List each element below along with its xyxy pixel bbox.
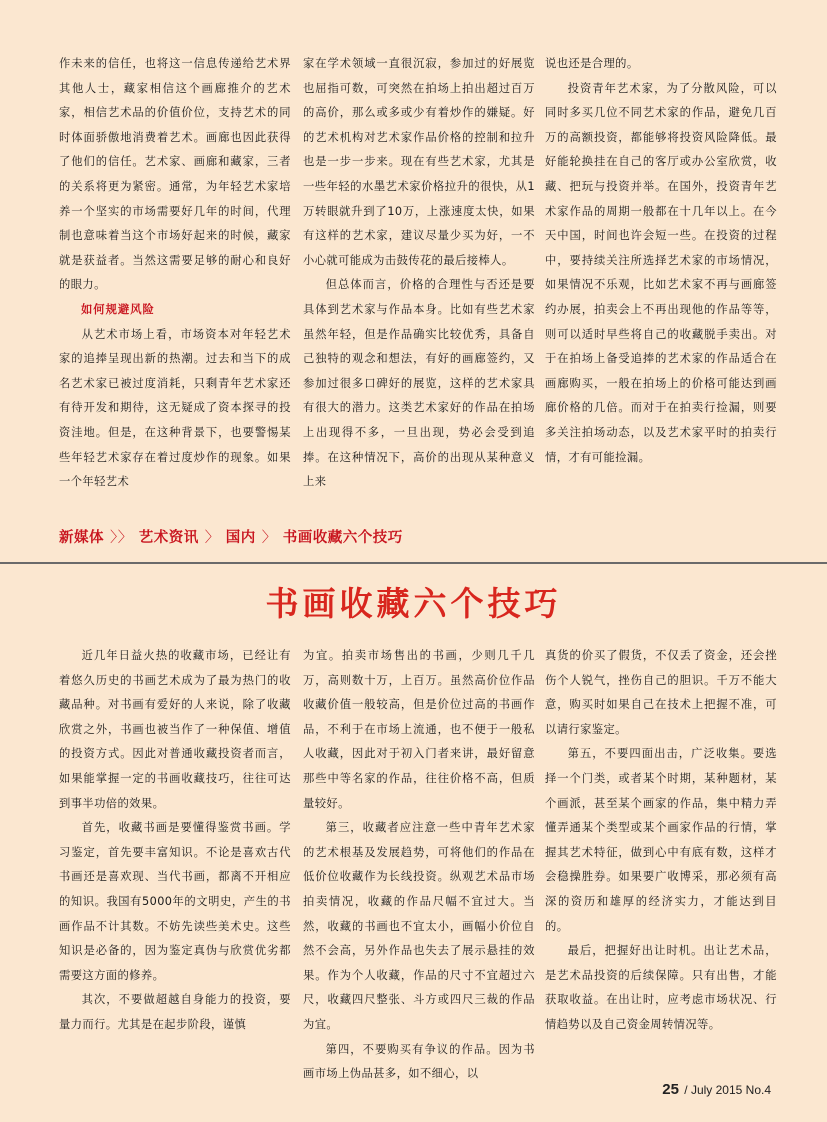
paragraph: 说也还是合理的。 (545, 57, 639, 70)
paragraph: 为宜。拍卖市场售出的书画，少则几千几万，高则数十万，上百万。虽然高价位作品收藏价值一般较高，但是价位过高的书画作品，不利于在市场上流通，也不便于一般私人收藏，因此对于初入门者来讲，最好留意那些中等名家的作品，往往价格不高，但质量较好。 (303, 649, 535, 810)
paragraph: 投资青年艺术家，为了分散风险，可以同时多买几位不同艺术家的作品，避免几百万的高额投资，都能够将投资风险降低。最好能轮换挂在自己的客厅或办公室欣赏，收藏、把玩与投资并举。在国外，投资青年艺术家作品的周期一般都在十几年以上。在今天中国，时间也许会短一些。在投资的过程中，要持续关注所选择艺术家的市场情况，如果情况不乐观，比如艺术家不再与画廊签约办展，拍卖会上不再出现他的作品等等，则可以适时早些将自己的收藏脱手卖出。对于在拍场上备受追捧的艺术家的作品适合在画廊购买，一般在拍场上的价格可能达到画廊价格的几倍。而对于在拍卖行捡漏，则要多关注拍场动态，以及艺术家平时的拍卖行情，才有可能捡漏。 (545, 81, 777, 464)
paragraph: 最后，把握好出让时机。出让艺术品，是艺术品投资的后续保障。只有出售，才能获取收益。在出让时，应考虑市场状况、行情趋势以及自己资金周转情况等。 (545, 944, 777, 1031)
article-column-2 (303, 644, 535, 1087)
paragraph: 首先，收藏书画是要懂得鉴赏书画。学习鉴定，首先要丰富知识。不论是喜欢古代书画还是喜欢现、当代书画，都离不开相应的知识。我国有5000年的文明史，产生的书画作品不计其数。不妨先读些美术史。这些知识是必备的，因为鉴定真伪与欣赏优劣都需要这方面的修养。 (59, 821, 291, 982)
section-divider (0, 562, 827, 564)
breadcrumb-separator: 〉 (261, 530, 277, 546)
paragraph: 作未来的信任，也将这一信息传递给艺术界其他人士，藏家相信这个画廊推介的艺术家，相信艺术品的价值价位，支持艺术的同时体面骄傲地消费着艺术。画廊也因此获得了他们的信任。艺术家、画廊和藏家，三者的关系将更为紧密。通常，为年轻艺术家培养一个坚实的市场需要好几年的时间，代理制也意味着当这个市场好起来的时候，藏家就是获益者。当然这需要足够的耐心和良好的眼力。 (59, 57, 291, 292)
paragraph: 近几年日益火热的收藏市场，已经让有着悠久历史的书画艺术成为了最为热门的收藏品种。对书画有爱好的人来说，除了收藏欣赏之外，书画也被当作了一种保值、增值的投资方式。因此对普通收藏投资者而言，如果能掌握一定的书画收藏技巧，往往可达到事半功倍的效果。 (59, 649, 291, 810)
breadcrumb-separator: 〉 (204, 530, 220, 546)
paragraph: 第五，不要四面出击，广泛收集。要选择一个门类，或者某个时期，某种题材，某个画派，甚至某个画家的作品，集中精力弄懂弄通某个类型或某个画家作品的行情，掌握其艺术特征，做到心中有底有数，这样才会稳操胜券。如果要广收博采，那必须有高深的资历和雄厚的经济实力，才能达到目的。 (545, 747, 777, 933)
breadcrumb-current: 书画收藏六个技巧 (282, 530, 403, 546)
article-column-1 (59, 644, 291, 1038)
page-number: 25 (662, 1081, 679, 1098)
paragraph: 但总体而言，价格的合理性与否还是要具体到艺术家与作品本身。比如有些艺术家虽然年轻，但是作品确实比较优秀，具备自己独特的观念和想法，有好的画廊签约，又参加过很多口碑好的展览，这样的艺术家具有很大的潜力。这类艺术家好的作品在拍场上出现得不多，一旦出现，势必会受到追捧。在这种情况下，高价的出现从某种意义上来 (303, 278, 535, 489)
paragraph: 第四，不要购买有争议的作品。因为书画市场上伪品甚多，如不细心，以 (303, 1042, 535, 1081)
paragraph: 第三，收藏者应注意一些中青年艺术家的艺术根基及发展趋势，可将他们的作品在低价位收藏作为长线投资。纵观艺术品市场拍卖情况，收藏的作品尺幅不宜过大。当然，收藏的书画也不宜太小，画幅小价位自然不会高，另外作品也失去了展示悬挂的效果。作为个人收藏，作品的尺寸不宜超过六尺，收藏四尺整张、斗方或四尺三裁的作品为宜。 (303, 821, 535, 1031)
article-title: 书画收藏六个技巧 (265, 584, 562, 623)
article-continuation-column-2 (303, 52, 535, 495)
paragraph: 家在学术领域一直很沉寂，参加过的好展览也屈指可数，可突然在拍场上拍出超过百万的高价，那么或多或少有着炒作的嫌疑。好的艺术机构对艺术家作品价格的控制和拉升也是一步一步来。现在有些艺术家，尤其是一些年轻的水墨艺术家价格拉升的很快，从1万转眼就升到了10万，上涨速度太快，如果有这样的艺术家，建议尽量少买为好，一不小心就可能成为击鼓传花的最后接棒人。 (303, 57, 535, 267)
article-continuation-column-1 (59, 52, 291, 495)
article-continuation-column-3 (545, 52, 777, 470)
section-subheading: 如何规避风险 (81, 302, 155, 316)
paragraph: 从艺术市场上看，市场资本对年轻艺术家的追捧呈现出新的热潮。过去和当下的成名艺术家已被过度消耗，只剩青年艺术家还有待开发和期待，这无疑成了资本探寻的投资洼地。但是，在这种背景下，也要警惕某些年轻艺术家存在着过度炒作的现象。如果一个年轻艺术 (59, 327, 291, 489)
article-column-3 (545, 644, 777, 1038)
breadcrumb-level-2[interactable]: 国内 (225, 530, 256, 546)
breadcrumb-root[interactable]: 新媒体 (59, 530, 104, 546)
paragraph: 真货的价买了假货，不仅丢了资金，还会挫伤个人锐气，挫伤自己的胆识。千万不能大意，购买时如果自己在技术上把握不准，可以请行家鉴定。 (545, 649, 777, 736)
issue-info: / July 2015 No.4 (684, 1083, 771, 1097)
paragraph: 其次，不要做超越自身能力的投资，要量力而行。尤其是在起步阶段，谨慎 (59, 993, 291, 1031)
page-footer (662, 1081, 771, 1098)
breadcrumb (59, 526, 403, 547)
breadcrumb-separator: 〉〉 (110, 530, 133, 546)
breadcrumb-level-1[interactable]: 艺术资讯 (138, 530, 199, 546)
